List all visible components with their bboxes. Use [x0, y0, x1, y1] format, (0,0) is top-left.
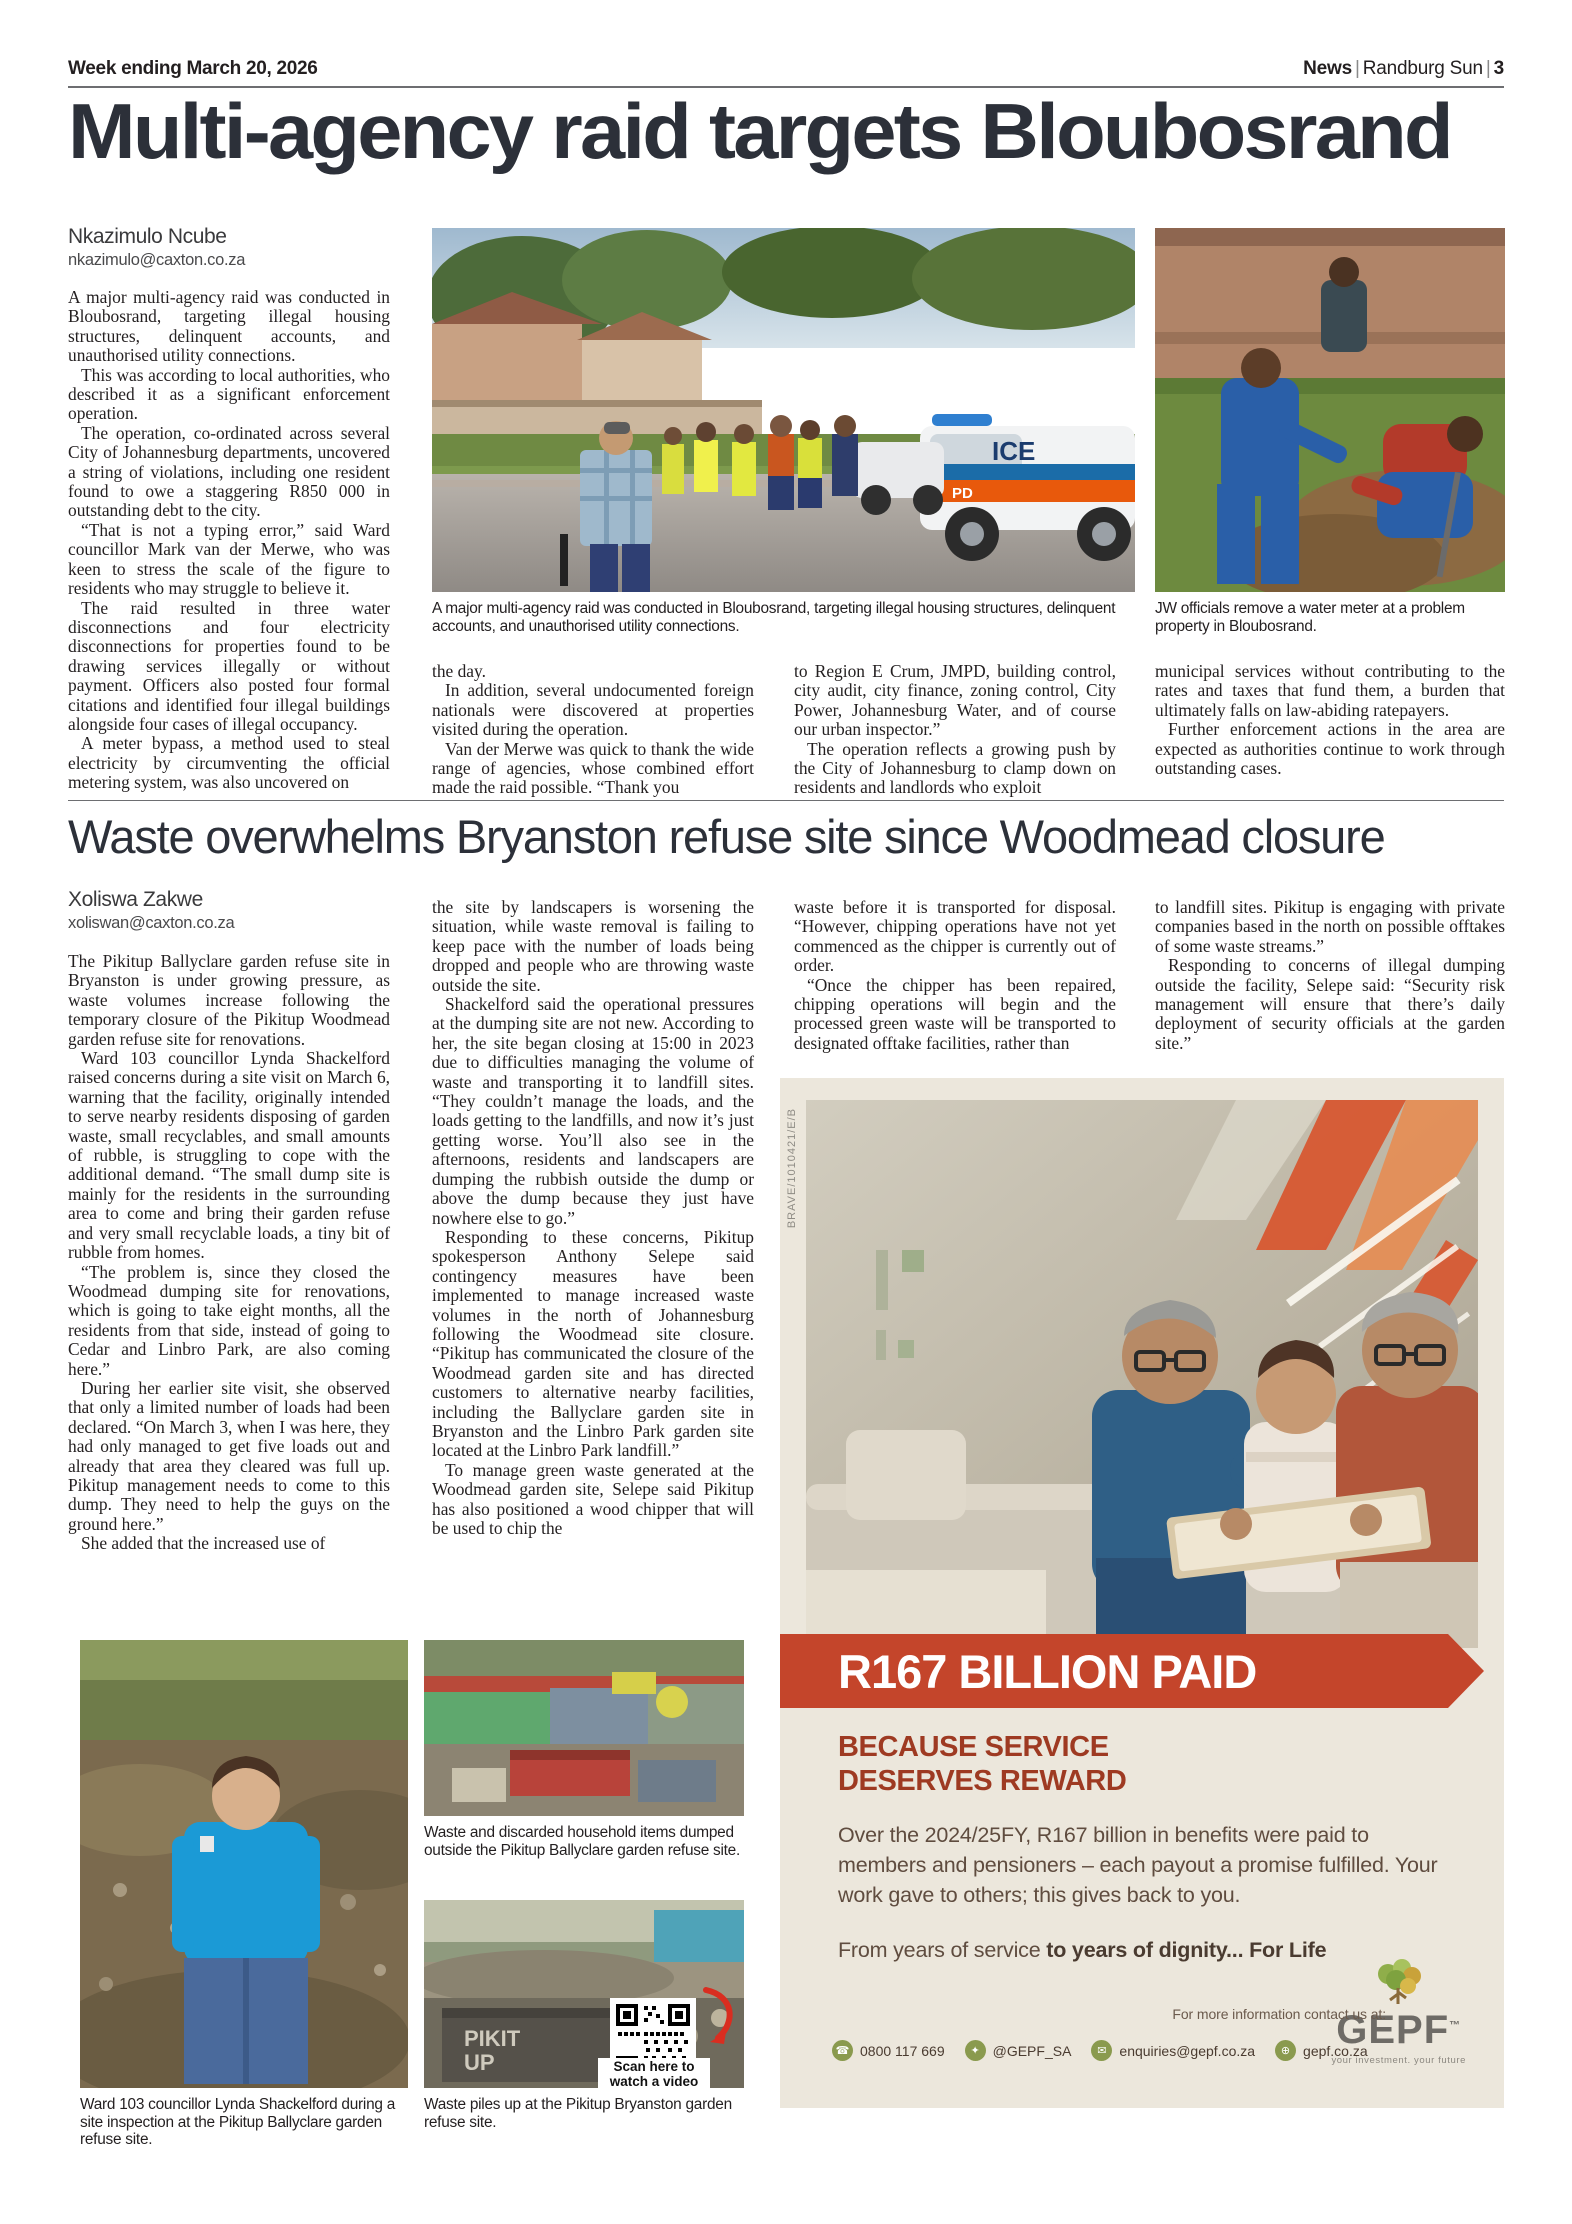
- ad-contact-text: enquiries@gepf.co.za: [1119, 2042, 1256, 2059]
- email-icon: ✉: [1091, 2040, 1112, 2061]
- twitter-icon: ✦: [965, 2040, 986, 2061]
- paragraph: “The problem is, since they closed the Woodmead dumping site for renovations, which is going to take eight months, all the residents from that side, instead of going to Cedar and Linbro Park, are also coming here.”: [68, 1261, 390, 1379]
- masthead-section: News: [1303, 58, 1352, 79]
- qr-label: Scan here to watch a video: [598, 2058, 710, 2090]
- story2-column-4: [1155, 898, 1505, 1053]
- paragraph: Responding to these concerns, Pikitup spokesperson Anthony Selepe said contingency measures have been implemented to manage increased waste volumes in the north of Johannesburg following the Woodmead site closure. “Pikitup has communicated the closure of the Woodmead garden site and has directed customers to alternative nearby facilities, including the Ballyclare garden site in Bryanston and the Linbro Park garden site located at the Linbro Park landfill.”: [432, 1226, 754, 1461]
- ad-tagline-plain: From years of service: [838, 1938, 1047, 1962]
- raid-street-photo: [432, 228, 1135, 592]
- masthead-publication: Randburg Sun: [1362, 58, 1483, 79]
- ad-banner: [780, 1634, 1448, 1708]
- ad-tagline-bold: to years of dignity... For Life: [1046, 1938, 1327, 1962]
- paragraph: The Pikitup Ballyclare garden refuse site in Bryanston is under growing pressure, as waste volumes increase following the temporary closure of the Pikitup Woodmead garden refuse site for renovations.: [68, 951, 390, 1049]
- paragraph: This was according to local authorities, who described it as a significant enforcement operation.: [68, 364, 390, 424]
- phone-icon: ☎: [832, 2040, 853, 2061]
- story2-caption-a: Ward 103 councillor Lynda Shackelford during a site inspection at the Pikitup Ballyclare garden refuse site.: [80, 2096, 396, 2149]
- paragraph: Shackelford said the operational pressures at the dumping site are not new. According to her, the site began closing at 15:00 in 2023 due to difficulties managing the volume of waste and transporting it to landfill sites. “They couldn’t manage the loads, and the loads getting to the landfills, and now it’s just getting worse. You’ll also see in the afternoons, residents and landscapers are dumping the rubbish outside the dump or above the dump because they just have nowhere else to go.”: [432, 994, 754, 1228]
- story1-byline-email: nkazimulo@caxton.co.za: [68, 251, 246, 269]
- ad-contact-text: @GEPF_SA: [992, 2042, 1072, 2059]
- ad-body-copy: Over the 2024/25FY, R167 billion in benefits were paid to members and pensioners – each payout a promise fulfilled. Your work gave to others; this gives back to you.: [838, 1823, 1438, 1907]
- story2-byline-name: Xoliswa Zakwe: [68, 888, 203, 911]
- story1-column-2: [432, 662, 754, 798]
- ad-credit-code: BRAVE/1010421/E/B: [786, 1108, 798, 1229]
- section-divider-rule: [68, 800, 1504, 801]
- paragraph: A meter bypass, a method used to steal electricity by circumventing the official metering system, was also uncovered on: [68, 733, 390, 793]
- ad-contact-item[interactable]: [965, 2040, 1072, 2061]
- svg-text:ICE: ICE: [992, 436, 1036, 466]
- globe-icon: ⊕: [1275, 2040, 1296, 2061]
- svg-text:PD: PD: [952, 485, 973, 502]
- story2-byline: [68, 888, 398, 933]
- water-meter-photo: [1155, 228, 1505, 592]
- paragraph: The raid resulted in three water disconnections and four electricity disconnections for properties found to be drawing services illegally or without payment. Officers also posted four formal citations and identified four illegal buildings alongside four cases of illegal occupancy.: [68, 597, 390, 734]
- paragraph: A major multi-agency raid was conducted in Bloubosrand, targeting illegal housing structures, delinquent accounts, and unauthorised utility connections.: [68, 287, 390, 366]
- story2-byline-email: xoliswan@caxton.co.za: [68, 914, 235, 932]
- tree-icon-graphic: [1372, 1958, 1426, 2006]
- story1-byline: [68, 225, 398, 270]
- story1-column-4: [1155, 662, 1505, 778]
- story2-column-1: [68, 952, 390, 1554]
- paragraph: to Region E Crum, JMPD, building control, city audit, city finance, zoning control, City Power, Johannesburg Water, and of course our urban inspector.”: [794, 661, 1116, 740]
- svg-text:UP: UP: [464, 2050, 495, 2075]
- paragraph: the day.: [432, 661, 486, 681]
- story2-column-3: [794, 898, 1116, 1053]
- story1-caption-main: A major multi-agency raid was conducted in Bloubosrand, targeting illegal housing structures, delinquent accounts, and unauthorised utility connections.: [432, 600, 1116, 635]
- ad-contact-item[interactable]: [832, 2040, 945, 2061]
- ad-contact-item[interactable]: [1091, 2040, 1255, 2061]
- story1-byline-name: Nkazimulo Ncube: [68, 225, 227, 248]
- paragraph: municipal services without contributing to the rates and taxes that fund them, a burden that ultimately falls on law-abiding ratepayers.: [1155, 661, 1505, 720]
- paragraph: Ward 103 councillor Lynda Shackelford raised concerns during a site visit on March 6, warning that the facility, originally intended to serve nearby residents disposing of garden waste, small recyclables, and small amounts of rubble, is struggling to cope with the additional demand. “The small dump site is mainly for the residents in the surrounding area to come and bring their garden refuse and very small recyclable loads, a tiny bit of rubble from homes.: [68, 1048, 390, 1263]
- paragraph: To manage green waste generated at the Woodmead garden site, Selepe said Pikitup has also positioned a wood chipper that will be used to chip the: [432, 1459, 754, 1538]
- story2-column-2: [432, 898, 754, 1538]
- story1-headline: Multi-agency raid targets Bloubosrand: [68, 87, 1451, 175]
- masthead-separator-1: |: [1354, 58, 1360, 79]
- paragraph: the site by landscapers is worsening the situation, while waste removal is failing to keep pace with the number of loads being dropped and people who are throwing waste outside the site.: [432, 897, 754, 995]
- story1-photo-side: [1155, 228, 1505, 592]
- family-reading-photo: [806, 1100, 1478, 1648]
- story2-caption-c: Waste piles up at the Pikitup Bryanston garden refuse site.: [424, 2096, 732, 2131]
- paragraph: She added that the increased use of: [81, 1533, 326, 1554]
- story2-caption-b: Waste and discarded household items dumped outside the Pikitup Ballyclare garden refuse site.: [424, 1824, 741, 1859]
- masthead-separator-2: |: [1485, 58, 1491, 79]
- paragraph: Further enforcement actions in the area are expected as authorities continue to work through outstanding cases.: [1155, 719, 1505, 779]
- story1-column-3: [794, 662, 1116, 798]
- paragraph: Van der Merwe was quick to thank the wide range of agencies, whose combined effort made the raid possible. “Thank you: [432, 738, 754, 798]
- paragraph: waste before it is transported for disposal. “However, chipping operations have not yet commenced as the chipper is currently out of order.: [794, 897, 1116, 976]
- paragraph: “That is not a typing error,” said Ward councillor Mark van der Merwe, who was keen to stress the scale of the figure to residents who may struggle to believe it.: [68, 519, 390, 599]
- ad-subheadline-line2: DESERVES REWARD: [838, 1765, 1127, 1797]
- paragraph: Responding to concerns of illegal dumping outside the facility, Selepe said: “Security risk management will ensure that there’s daily deployment of security officials at the garden site.”: [1155, 955, 1505, 1053]
- ad-contact-label: For more information contact us at:: [1172, 2006, 1386, 2022]
- paragraph: During her earlier site visit, she observed that only a limited number of loads had been declared. “On March 3, when I was here, they had only managed to get five loads out and already that area they cleared was full up. Pikitup management needs to come to this dump. They need to help the guys on the ground here.”: [68, 1377, 390, 1534]
- story1-column-1: [68, 288, 390, 793]
- paragraph: to landfill sites. Pikitup is engaging with private companies based in the north on possible offtakes of some waste streams.”: [1155, 897, 1505, 956]
- story1-photo-main: [432, 228, 1135, 592]
- svg-text:PIKIT: PIKIT: [464, 2026, 521, 2051]
- ad-subheadline-line1: BECAUSE SERVICE: [838, 1731, 1109, 1763]
- ad-subheadline: [838, 1730, 1438, 1798]
- ad-banner-text: R167 BILLION PAID: [838, 1644, 1257, 1698]
- story2-headline: Waste overwhelms Bryanston refuse site since Woodmead closure: [68, 810, 1385, 863]
- gepf-logo-slogan: your investment. your future: [1331, 2055, 1466, 2066]
- dumped-items-photo: [424, 1640, 744, 1816]
- paragraph: The operation, co-ordinated across several City of Johannesburg departments, uncovered a string of violations, including one resident found to owe a staggering R850 000 in outstanding debt to the city.: [68, 422, 390, 521]
- paragraph: In addition, several undocumented foreign nationals were discovered at properties visited during the operation.: [432, 680, 754, 740]
- paragraph: “Once the chipper has been repaired, chipping operations will begin and the processed green waste will be transported to designated offtake facilities, rather than: [794, 974, 1116, 1053]
- councillor-photo: [80, 1640, 408, 2088]
- story1-caption-side: JW officials remove a water meter at a problem property in Bloubosrand.: [1155, 600, 1465, 635]
- story2-photo-dumped-items: [424, 1640, 744, 1816]
- advertisement-gepf[interactable]: [780, 1078, 1504, 2108]
- ad-contact-text: gepf.co.za: [1303, 2042, 1368, 2059]
- masthead-page-number: 3: [1493, 58, 1504, 79]
- paragraph: The operation reflects a growing push by the City of Johannesburg to clamp down on residents and landlords who exploit: [794, 738, 1116, 798]
- ad-photo-family: [806, 1100, 1478, 1648]
- tree-icon: [1372, 1958, 1426, 2006]
- ad-contact-text: 0800 117 669: [860, 2042, 945, 2059]
- gepf-logo-name: GEPF™: [1336, 2008, 1462, 2052]
- masthead-section-info: [1303, 58, 1504, 80]
- ad-contact-row: [832, 2040, 1452, 2061]
- story2-photo-councillor: [80, 1640, 408, 2088]
- gepf-trademark: ™: [1449, 2019, 1462, 2032]
- masthead-date: Week ending March 20, 2026: [68, 58, 318, 79]
- qr-arrow-icon: [700, 1986, 740, 2046]
- masthead: [68, 58, 1504, 88]
- ad-contact-item[interactable]: [1275, 2040, 1368, 2061]
